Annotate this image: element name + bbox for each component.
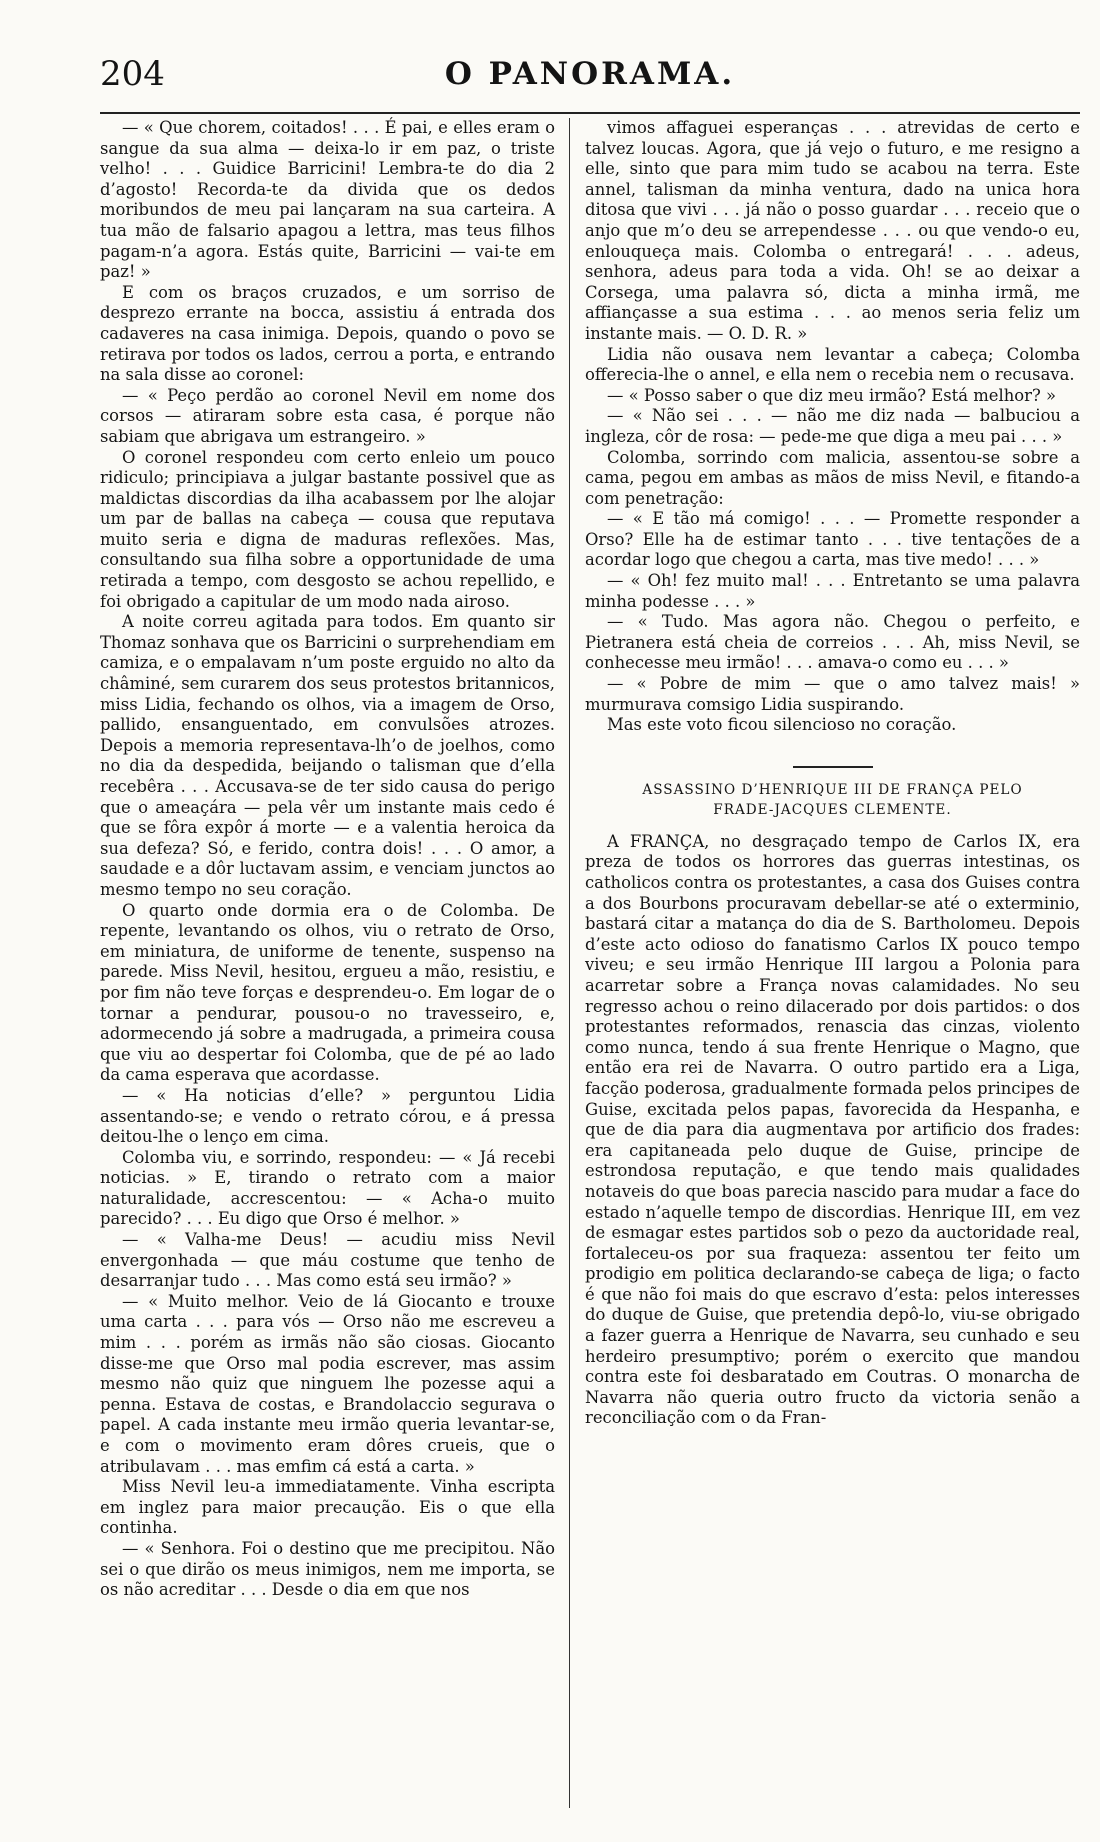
- paragraph: — « Oh! fez muito mal! . . . Entretanto se uma palavra minha podesse . . . »: [585, 571, 1080, 611]
- paragraph: A FRANÇA, no desgraçado tempo de Carlos IX, era preza de todos os horrores das guerras intestinas, os catholicos contra os protestantes, a casa dos Guises contra a dos Bourbons procuravam debellar-se até o exterminio, bastará citar a matança do dia de S. Bartholomeu. Depois d’este acto odioso do fanatismo Carlos IX pouco tempo viveu; e seu irmão Henrique III largou a Polonia para acarretar sobre a França novas calamidades. No seu regresso achou o reino dilacerado por dois partidos: o dos protestantes reformados, renascia das cinzas, violento como nunca, tendo á sua frente Henrique o Magno, que então era rei de Navarra. O outro partido era a Liga, facção poderosa, gradualmente formada pelos principes de Guise, excitada pelos papas, favorecida da Hespanha, e que de dia para dia augmentava por artificio dos frades: era capitaneada pelo duque de Guise, principe de estrondosa reputação, e que tendo mais qualidades notaveis do que boas parecia nascido para mudar a face do estado n’aquelle tempo de discordias. Henrique III, em vez de esmagar estes partidos sob o pezo da auctoridade real, fortaleceu-os por sua fraqueza: assentou ter feito um prodigio em politica declarando-se cabeça de liga; o facto é que não foi mais do que escravo d’esta: pelos interesses do duque de Guise, que pretendia depô-lo, viu-se obrigado a fazer guerra a Henrique de Navarra, seu cunhado e seu herdeiro presumptivo; porém o exercito que mandou contra este foi desbaratado em Coutras. O monarcha de Navarra não queria outro fructo da victoria senão a reconciliação com o da Fran-: [585, 831, 1080, 1428]
- paragraph: — « Peço perdão ao coronel Nevil em nome dos corsos — atiraram sobre esta casa, é porque não sabiam que abrigava um estrangeiro. »: [100, 385, 555, 446]
- section-heading: [585, 780, 1080, 820]
- paragraph: — « Ha noticias d’elle? » perguntou Lidia assentando-se; e vendo o retrato córou, e á pressa deitou-lhe o lenço em cima.: [100, 1085, 555, 1147]
- paragraph: — « Não sei . . . — não me diz nada — balbuciou a ingleza, côr de rosa: — pede-me que diga a meu pai . . . »: [585, 406, 1080, 446]
- paragraph: Mas este voto ficou silencioso no coração.: [607, 715, 957, 735]
- journal-title: O PANORAMA.: [444, 56, 736, 92]
- page-header: [100, 48, 1080, 100]
- paragraph: — « Que chorem, coitados! . . . É pai, e elles eram o sangue da sua alma — deixa-lo ir em paz, o triste velho! . . . Guidice Barricini! Lembra-te do dia 2 d’agosto! Recorda-te da divida que os dedos moribundos de meu pai lançaram na sua carteira. A tua mão de falsario apagou a lettra, mas teus filhos pagam-n’a agora. Estás quite, Barricini — vai-te em paz! »: [100, 118, 555, 282]
- paragraph: E com os braços cruzados, e um sorriso de desprezo errante na bocca, assistiu á entrada dos cadaveres na casa inimiga. Depois, quando o povo se retirava por todos os lados, cerrou a porta, e entrando na sala disse ao coronel:: [100, 282, 555, 385]
- section-heading-line: FRADE-JACQUES CLEMENTE.: [713, 801, 952, 818]
- paragraph: — « Tudo. Mas agora não. Chegou o perfeito, e Pietranera está cheia de correios . . . Ah, miss Nevil, se conhecesse meu irmão! . . . amava-o como eu . . . »: [585, 612, 1080, 673]
- paragraph: vimos affaguei esperanças . . . atrevidas de certo e talvez loucas. Agora, que já vejo o futuro, e me resigno a elle, sinto que para mim tudo se acabou na terra. Este annel, talisman da minha ventura, dado na unica hora ditosa que vivi . . . já não o posso guardar . . . receio que o anjo que m’o deu se arrependesse . . . ou que vendo-o eu, enlouqueça mais. Colomba o entregará! . . . adeus, senhora, adeus para toda a vida. Oh! se ao deixar a Corsega, uma palavra só, dicta a minha irmã, me affiançasse a sua estima . . . ao menos seria feliz um instante mais. — O. D. R. »: [585, 118, 1080, 343]
- paragraph: — « Senhora. Foi o destino que me precipitou. Não sei o que dirão os meus inimigos, nem me importa, se os não acreditar . . . Desde o dia em que nos: [100, 1538, 555, 1600]
- paragraph: — « Pobre de mim — que o amo talvez mais! » murmurava comsigo Lidia suspirando.: [585, 674, 1080, 714]
- paragraph: Colomba viu, e sorrindo, respondeu: — « Já recebi noticias. » E, tirando o retrato com a maior naturalidade, accrescentou: — « Acha-o muito parecido? . . . Eu digo que Orso é melhor. »: [100, 1147, 555, 1229]
- paragraph: O quarto onde dormia era o de Colomba. De repente, levantando os olhos, viu o retrato de Orso, em miniatura, de uniforme de tenente, suspenso na parede. Miss Nevil, hesitou, ergueu a mão, resistiu, e por fim não teve forças e desprendeu-o. Em logar de o tornar a pendurar, pousou-o no travesseiro, e, adormecendo já sobre a madrugada, a primeira cousa que viu ao despertar foi Colomba, que de pé ao lado da cama esperava que acordasse.: [100, 900, 555, 1085]
- column-divider: [569, 118, 570, 1808]
- paragraph: — « Valha-me Deus! — acudiu miss Nevil envergonhada — que máu costume que tenho de desarranjar tudo . . . Mas como está seu irmão? »: [100, 1230, 555, 1291]
- page-number: 204: [100, 54, 165, 94]
- section-rule: [793, 766, 873, 768]
- header-rule: [100, 112, 1080, 114]
- paragraph: A noite correu agitada para todos. Em quanto sir Thomaz sonhava que os Barricini o surprehendiam em camiza, e o empalavam n’um poste erguido no alto da châminé, sem curarem dos seus protestos britannicos, miss Lidia, fechando os olhos, via a imagem de Orso, pallido, ensanguentado, em convulsões atrozes. Depois a memoria representava-lh’o de joelhos, como no dia da despedida, beijando o talisman que d’ella recebêra . . . Accusava-se de ter sido causa do perigo que o ameaçára — pela vêr um instante mais cedo é que se fôra expôr á morte — e a valentia heroica da sua defeza? Só, e ferido, contra dois! . . . O amor, a saudade e a dôr luctavam assim, e venciam junctos ao mesmo tempo no seu coração.: [100, 612, 555, 899]
- paragraph: Colomba, sorrindo com malicia, assentou-se sobre a cama, pegou em ambas as mãos de miss Nevil, e fitando-a com penetração:: [585, 447, 1080, 508]
- right-column: [585, 118, 1080, 1429]
- paragraph: — « Posso saber o que diz meu irmão? Está melhor? »: [607, 385, 1056, 405]
- paragraph: — « E tão má comigo! . . . — Promette responder a Orso? Elle ha de estimar tanto . . . tive tentações de a acordar logo que chegou a carta, mas tive medo! . . . »: [585, 509, 1080, 570]
- paragraph: — « Muito melhor. Veio de lá Giocanto e trouxe uma carta . . . para vós — Orso não me escreveu a mim . . . porém as irmãs não são ciosas. Giocanto disse-me que Orso mal podia escrever, mas assim mesmo não quiz que ninguem lhe pozesse aqui a penna. Estava de costas, e Brandolaccio segurava o papel. A cada instante meu irmão queria levantar-se, e com o movimento eram dôres crueis, que o atribulavam . . . mas emfim cá está a carta. »: [100, 1291, 555, 1476]
- section-heading-line: ASSASSINO D’HENRIQUE III DE FRANÇA PELO: [642, 781, 1023, 798]
- paragraph: Miss Nevil leu-a immediatamente. Vinha escripta em inglez para maior precaução. Eis o que ella continha.: [100, 1477, 555, 1538]
- left-column: [100, 118, 555, 1601]
- paragraph: Lidia não ousava nem levantar a cabeça; Colomba offerecia-lhe o annel, e ella nem o recebia nem o recusava.: [585, 344, 1080, 385]
- paragraph: O coronel respondeu com certo enleio um pouco ridiculo; principiava a julgar bastante possivel que as maldictas discordias da ilha acabassem por lhe alojar um par de ballas na cabeça — cousa que reputava muito seria e digna de maduras reflexões. Mas, consultando sua filha sobre a opportunidade de uma retirada a tempo, com desgosto se achou repellido, e foi obrigado a capitular de um modo nada airoso.: [100, 447, 555, 611]
